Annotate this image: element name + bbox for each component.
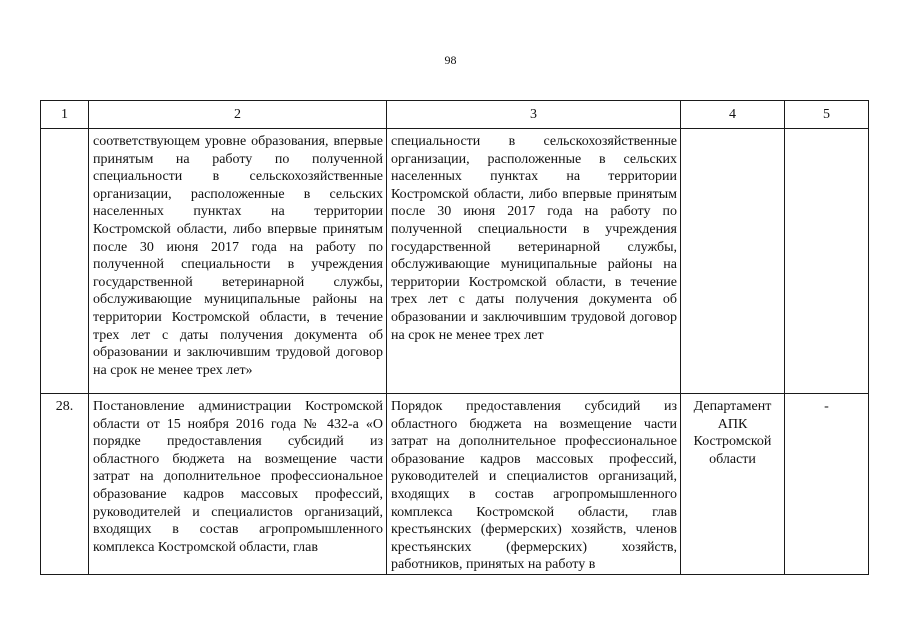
header-cell-3: 3	[387, 101, 681, 129]
header-cell-4: 4	[681, 101, 785, 129]
row-number	[41, 129, 88, 133]
document-table	[40, 100, 869, 575]
row-number-cell	[41, 129, 89, 394]
act-name-text: соответствующем уровне образования, впервые принятым на работу по полученной специальности в сельскохозяйственные организации, расположенные в сельских населенных пунктах на территории Костромской области, либо впервые принятым после 30 июня 2017 года на работу по полученной специальности в учреждения государственной ветеринарной службы, обслуживающие муниципальные районы на территории Костромской области, в течение трех лет с даты получения документа об образовании и заключившим трудовой договор на срок не менее трех лет»	[93, 134, 383, 378]
procedure-name-cell	[387, 129, 681, 394]
responsible-body-text: Департамент АПК Костромской области	[693, 399, 772, 467]
procedure-name-text: специальности в сельскохозяйственные организации, расположенные в сельских населенных пунктах на территории Костромской области, либо впервые принятым после 30 июня 2017 года на работу по полученной специальности в учреждения государственной ветеринарной службы, обслуживающие муниципальные районы на территории Костромской области, в течение трех лет с даты получения документа об образовании и заключившим трудовой договор на срок не менее трех лет	[391, 134, 677, 343]
header-cell-5: 5	[785, 101, 869, 129]
row-number: 28.	[55, 399, 74, 414]
responsible-body-cell	[681, 129, 785, 394]
responsible-body-text	[681, 129, 784, 133]
procedure-name-text: Порядок предоставления субсидий из областного бюджета на возмещение части затрат на дополнительное профессиональное образование кадров массовых профессий, руководителей и специалистов организаций, входящих в состав агропромышленного комплекса Костромской области, глав крестьянских (фермерских) хозяйств, членов крестьянских (фермерских) хозяйств, работников, принятых на работу в	[391, 399, 677, 573]
table-row	[41, 129, 869, 394]
act-name-cell	[89, 394, 387, 575]
table-header-row	[41, 101, 869, 129]
header-cell-1: 1	[41, 101, 89, 129]
page-number: 98	[444, 53, 457, 67]
act-name-cell	[89, 129, 387, 394]
note-text	[785, 129, 868, 133]
act-name-text: Постановление администрации Костромской области от 15 ноября 2016 года № 432-а «О порядке предоставления субсидий из областного бюджета на возмещение части затрат на дополнительное профессиональное образование кадров массовых профессий, руководителей и специалистов организаций, входящих в состав агропромышленного комплекса Костромской области, глав	[93, 399, 383, 555]
row-number-cell	[41, 394, 89, 575]
header-cell-2: 2	[89, 101, 387, 129]
procedure-name-cell	[387, 394, 681, 575]
note-cell	[785, 394, 869, 575]
table-row	[41, 394, 869, 575]
note-text: -	[824, 399, 829, 414]
responsible-body-cell	[681, 394, 785, 575]
note-cell	[785, 129, 869, 394]
